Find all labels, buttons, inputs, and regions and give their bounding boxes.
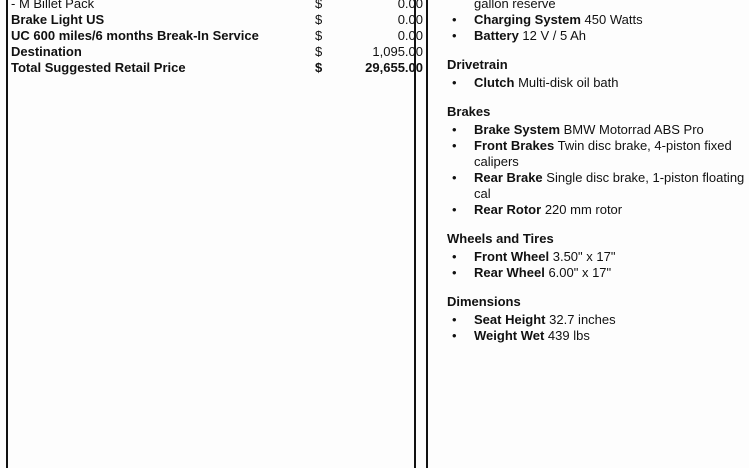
price-row [11,0,423,12]
spec-label: Seat Height [474,312,546,327]
list-item [447,170,747,202]
total-price-label: Total Suggested Retail Price [11,60,186,75]
list-item [447,328,747,344]
spec-label: Rear Wheel [474,265,545,280]
spec-label: Rear Brake [474,170,543,185]
section-title-brakes: Brakes [447,104,491,119]
spec-value: 12 V / 5 Ah [522,28,587,43]
total-price-amount: 29,655.00 [365,60,423,75]
price-row [11,44,423,60]
list-item [447,75,747,91]
spec-value: 3.50" x 17" [552,249,616,264]
price-row-description: Destination [11,44,82,59]
dimensions-spec-list [447,312,747,344]
brakes-spec-list [447,122,747,218]
price-table [11,0,423,76]
spec-value: Single disc brake, 1-piston floating cal [474,170,745,201]
spec-value: BMW Motorrad ABS Pro [563,122,704,137]
total-price-currency: $ [315,60,323,75]
price-row-currency: $ [315,12,323,27]
spec-value: 439 lbs [547,328,590,343]
spec-label: Battery [474,28,519,43]
spec-value: 220 mm rotor [544,202,623,217]
spec-label: Charging System [474,12,581,27]
price-row-description: - M Billet Pack [11,0,95,11]
list-item [447,12,747,28]
price-row-description: Brake Light US [11,12,105,27]
spec-label: Weight Wet [474,328,545,343]
price-row-currency: $ [315,0,323,11]
list-item [447,28,747,44]
section-title-wheels-and-tires: Wheels and Tires [447,231,554,246]
wheels-spec-list [447,249,747,281]
price-row-amount: 0.00 [397,28,423,43]
spec-label: Front Brakes [474,138,555,153]
price-row-amount: 0.00 [397,12,423,27]
spec-value: 6.00" x 17" [548,265,612,280]
spec-value: Multi-disk oil bath [518,75,619,90]
price-row-description: UC 600 miles/6 months Break-In Service [11,28,259,43]
electrical-spec-list [447,12,747,44]
spec-label: Clutch [474,75,515,90]
spec-label: Front Wheel [474,249,550,264]
spec-value: Twin disc brake, 4-piston fixed calipers [474,138,732,169]
total-price-row [11,60,423,76]
spec-label: Rear Rotor [474,202,542,217]
price-row-amount: 0.00 [397,0,423,11]
spec-label: Brake System [474,122,560,137]
spec-value: 450 Watts [584,12,643,27]
list-item [447,249,747,265]
list-item [447,312,747,328]
price-row-amount: 1,095.00 [372,44,423,59]
list-item [447,138,747,170]
fuel-reserve-continuation: gallon reserve [474,0,556,11]
price-row [11,12,423,28]
list-item [447,265,747,281]
section-title-drivetrain: Drivetrain [447,57,508,72]
section-title-dimensions: Dimensions [447,294,521,309]
list-item [447,202,747,218]
price-row-currency: $ [315,44,323,59]
price-row [11,28,423,44]
price-row-currency: $ [315,28,323,43]
list-item [447,122,747,138]
specifications-panel [447,0,747,344]
drivetrain-spec-list [447,75,747,91]
spec-value: 32.7 inches [549,312,616,327]
